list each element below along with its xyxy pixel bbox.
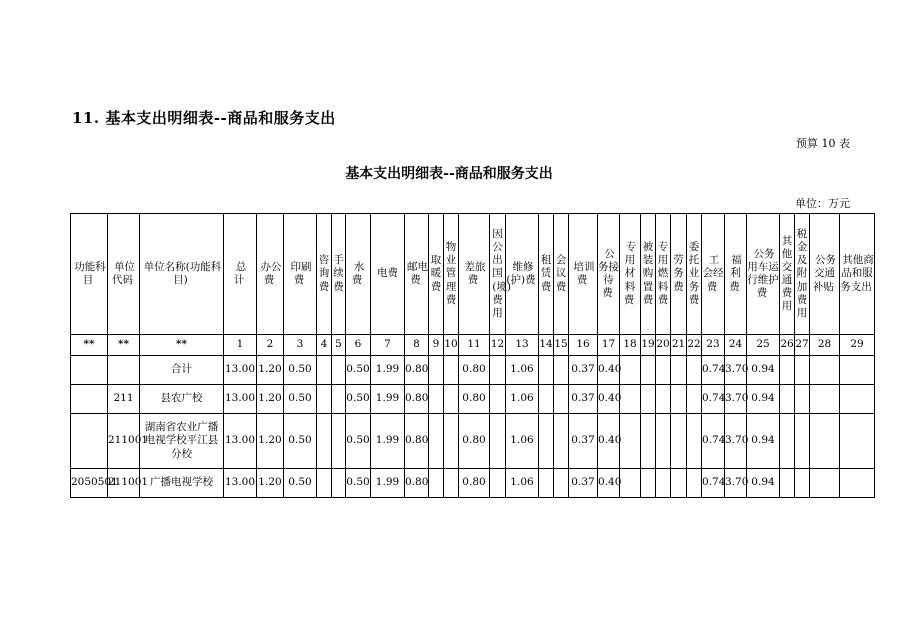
table-cell: 0.94 (747, 385, 780, 414)
column-header (620, 214, 641, 335)
column-header-label: 公务交通补贴 (813, 254, 836, 293)
column-header (140, 214, 224, 335)
table-cell: 广播电视学校 (140, 469, 224, 498)
table-cell: 13.00 (224, 469, 257, 498)
table-cell (795, 469, 810, 498)
table-cell (429, 469, 444, 498)
column-header-label: 维修(护)费 (506, 260, 536, 286)
table-cell (687, 356, 702, 385)
column-header (747, 214, 780, 335)
table-cell: 1.20 (257, 469, 284, 498)
column-header-label: 电费 (377, 267, 398, 280)
table-cell (71, 414, 108, 469)
table-cell (620, 414, 641, 469)
table-cell (656, 469, 671, 498)
table-cell: 县农广校 (140, 385, 224, 414)
table-cell: 0.74 (702, 356, 725, 385)
table-cell: 0.50 (346, 414, 371, 469)
column-header-label: 其他交通费用 (781, 234, 793, 313)
column-index: 19 (641, 335, 656, 356)
table-cell (71, 356, 108, 385)
table-cell (71, 385, 108, 414)
table-row (71, 385, 875, 414)
column-header (490, 214, 511, 335)
column-index: ** (108, 335, 140, 356)
column-header-label: 水费 (351, 260, 365, 286)
table-cell: 1.06 (506, 385, 539, 414)
table-cell: 0.50 (284, 385, 317, 414)
column-index: 8 (405, 335, 429, 356)
column-index: 16 (569, 335, 598, 356)
table-cell (671, 414, 687, 469)
table-cell: 0.37 (569, 356, 598, 385)
table-row (71, 469, 875, 498)
column-header (506, 214, 539, 335)
column-index: 27 (795, 335, 810, 356)
column-index: ** (71, 335, 108, 356)
table-cell: 1.06 (506, 356, 539, 385)
column-index: 25 (747, 335, 780, 356)
column-header-label: 劳务费 (673, 254, 684, 293)
column-header-label: 取暖费 (430, 254, 442, 293)
column-header (569, 214, 598, 335)
column-index: 9 (429, 335, 444, 356)
column-header (71, 214, 108, 335)
column-header-label: 福利费 (729, 254, 742, 293)
column-header (840, 214, 875, 335)
column-header-label: 会议费 (555, 254, 567, 293)
table-cell: 13.00 (224, 414, 257, 469)
table-cell: 0.40 (598, 385, 620, 414)
column-header-label: 因公出国(境)费用 (492, 228, 511, 319)
table-number: 预算 10 表 (796, 137, 850, 150)
table-cell (620, 356, 641, 385)
table-cell (780, 356, 795, 385)
table-cell (554, 385, 569, 414)
column-header (371, 214, 405, 335)
table-cell (671, 356, 687, 385)
column-header-label: 印刷费 (290, 260, 312, 286)
table-cell (444, 414, 459, 469)
table-cell: 0.50 (346, 469, 371, 498)
table-cell (539, 356, 554, 385)
table-cell (840, 356, 875, 385)
table-cell (317, 414, 332, 469)
table-cell (317, 356, 332, 385)
expenditure-table (70, 213, 875, 498)
table-cell (641, 414, 656, 469)
table-cell: 0.80 (405, 414, 429, 469)
table-cell: 211 (108, 385, 140, 414)
column-index: 29 (840, 335, 875, 356)
column-index: 28 (810, 335, 840, 356)
column-header (641, 214, 656, 335)
column-header-label: 被装购置费 (642, 241, 654, 306)
table-cell: 0.74 (702, 414, 725, 469)
table-cell: 211001 (108, 469, 140, 498)
column-header (224, 214, 257, 335)
table-cell: 3.70 (725, 356, 747, 385)
table-cell: 0.80 (405, 356, 429, 385)
table-cell (554, 356, 569, 385)
table-cell (810, 385, 840, 414)
column-header (725, 214, 747, 335)
table-cell (332, 414, 346, 469)
table-cell: 1.99 (371, 385, 405, 414)
table-cell: 1.99 (371, 469, 405, 498)
column-index: 7 (371, 335, 405, 356)
table-cell: 3.70 (725, 469, 747, 498)
column-header-label: 租赁费 (540, 254, 552, 293)
column-header-label: 单位名称(功能科目) (143, 260, 222, 286)
table-cell: 0.37 (569, 414, 598, 469)
table-cell (780, 469, 795, 498)
table-cell: 0.94 (747, 469, 780, 498)
column-header-label: 功能科目 (74, 260, 106, 286)
table-cell (641, 469, 656, 498)
table-cell (641, 385, 656, 414)
table-cell: 1.20 (257, 414, 284, 469)
column-index: 3 (284, 335, 317, 356)
column-header (810, 214, 840, 335)
table-cell: 0.50 (284, 414, 317, 469)
column-header-label: 工会经费 (702, 254, 724, 293)
table-cell (332, 356, 346, 385)
column-header (459, 214, 490, 335)
table-cell: 3.70 (725, 385, 747, 414)
table-cell (671, 385, 687, 414)
column-header (405, 214, 429, 335)
column-header (346, 214, 371, 335)
table-cell: 0.94 (747, 414, 780, 469)
column-index: 6 (346, 335, 371, 356)
column-index: 11 (459, 335, 490, 356)
table-cell: 3.70 (725, 414, 747, 469)
table-cell: 1.20 (257, 356, 284, 385)
column-header (687, 214, 702, 335)
column-header (554, 214, 569, 335)
table-cell (795, 414, 810, 469)
column-header-label: 总 计 (233, 260, 257, 286)
table-cell (840, 385, 875, 414)
column-header-label: 单位代码 (112, 260, 135, 286)
column-header-label: 物业管理费 (445, 241, 457, 306)
table-cell: 1.20 (257, 385, 284, 414)
column-index: 26 (780, 335, 795, 356)
table-row (71, 414, 875, 469)
column-header (429, 214, 444, 335)
table-cell (444, 469, 459, 498)
column-header (257, 214, 284, 335)
column-header-label: 委托业务费 (688, 241, 700, 306)
column-index: 5 (332, 335, 346, 356)
column-index: ** (140, 335, 224, 356)
column-header (656, 214, 671, 335)
column-index: 20 (656, 335, 671, 356)
table-cell: 1.99 (371, 356, 405, 385)
column-header-label: 专用材料费 (623, 241, 637, 306)
table-cell (444, 385, 459, 414)
table-cell: 2050501 (71, 469, 108, 498)
column-index: 14 (539, 335, 554, 356)
table-cell: 211001 (108, 414, 140, 469)
column-index: 1 (224, 335, 257, 356)
table-cell (780, 414, 795, 469)
table-cell (429, 385, 444, 414)
column-header-label: 培训费 (573, 260, 595, 286)
table-cell (687, 414, 702, 469)
table-cell (429, 414, 444, 469)
table-cell (795, 356, 810, 385)
table-cell (490, 356, 506, 385)
column-header-label: 公务接待费 (598, 247, 619, 300)
column-header-label: 差旅费 (464, 260, 486, 286)
table-row (71, 356, 875, 385)
table-cell (656, 385, 671, 414)
table-cell (780, 385, 795, 414)
column-header-label: 公务用车运行维护费 (747, 247, 779, 300)
column-header (702, 214, 725, 335)
document-title: 基本支出明细表--商品和服务支出 (345, 166, 553, 182)
table-cell (332, 469, 346, 498)
table-cell (108, 356, 140, 385)
table-cell: 0.74 (702, 385, 725, 414)
table-cell: 1.06 (506, 469, 539, 498)
column-header (284, 214, 317, 335)
table-cell: 湖南省农业广播电视学校平江县分校 (140, 414, 224, 469)
column-index-row (71, 335, 875, 356)
table-cell: 0.80 (459, 469, 490, 498)
column-header-label: 手续费 (333, 254, 344, 293)
table-cell (620, 385, 641, 414)
table-cell (317, 469, 332, 498)
table-cell: 13.00 (224, 385, 257, 414)
column-header (780, 214, 795, 335)
table-cell (687, 469, 702, 498)
header-row (71, 214, 875, 335)
table-cell (332, 385, 346, 414)
column-index: 13 (506, 335, 539, 356)
table-cell: 13.00 (224, 356, 257, 385)
table-cell: 1.99 (371, 414, 405, 469)
table-cell (539, 385, 554, 414)
column-index: 10 (444, 335, 459, 356)
table-cell: 0.50 (284, 356, 317, 385)
table-cell: 0.80 (459, 414, 490, 469)
column-index: 21 (671, 335, 687, 356)
table-cell: 0.80 (459, 356, 490, 385)
column-header-label: 办公费 (260, 260, 282, 286)
table-cell (539, 469, 554, 498)
table-cell (810, 414, 840, 469)
table-cell (656, 414, 671, 469)
table-cell (317, 385, 332, 414)
table-cell (490, 385, 506, 414)
column-header (317, 214, 332, 335)
column-header-label: 咨询费 (318, 254, 330, 293)
column-index: 4 (317, 335, 332, 356)
table-cell (810, 469, 840, 498)
unit-label: 单位：万元 (795, 197, 850, 210)
table-cell: 0.80 (405, 385, 429, 414)
column-header-label: 专用燃料费 (657, 241, 669, 306)
column-index: 12 (490, 335, 506, 356)
table-cell (539, 414, 554, 469)
table-cell (641, 356, 656, 385)
table-cell (840, 469, 875, 498)
column-index: 18 (620, 335, 641, 356)
table-cell: 0.50 (346, 385, 371, 414)
table-cell: 0.40 (598, 356, 620, 385)
table-cell: 0.40 (598, 469, 620, 498)
table-cell: 0.50 (346, 356, 371, 385)
table-cell (429, 356, 444, 385)
table-cell: 0.74 (702, 469, 725, 498)
table-cell: 1.06 (506, 414, 539, 469)
column-header (671, 214, 687, 335)
column-index: 15 (554, 335, 569, 356)
table-cell (554, 414, 569, 469)
column-header (795, 214, 810, 335)
table-cell (490, 414, 506, 469)
column-index: 2 (257, 335, 284, 356)
table-cell (795, 385, 810, 414)
column-header (444, 214, 459, 335)
table-cell (444, 356, 459, 385)
column-index: 17 (598, 335, 620, 356)
table-cell (687, 385, 702, 414)
column-header-label: 其他商品和服务支出 (840, 254, 874, 293)
table-cell (810, 356, 840, 385)
column-header-label: 邮电费 (407, 260, 428, 286)
table-cell: 0.40 (598, 414, 620, 469)
table-cell (620, 469, 641, 498)
column-index: 23 (702, 335, 725, 356)
table-cell (671, 469, 687, 498)
table-cell: 0.94 (747, 356, 780, 385)
table-cell (490, 469, 506, 498)
table-cell (840, 414, 875, 469)
table-cell (656, 356, 671, 385)
column-header-label: 税金及附加费用 (796, 228, 808, 319)
table-cell: 0.37 (569, 469, 598, 498)
column-index: 24 (725, 335, 747, 356)
column-header (332, 214, 346, 335)
table-cell: 0.80 (405, 469, 429, 498)
table-cell: 0.80 (459, 385, 490, 414)
table-cell: 0.50 (284, 469, 317, 498)
column-header (108, 214, 140, 335)
table-cell: 合计 (140, 356, 224, 385)
column-header (598, 214, 620, 335)
column-index: 22 (687, 335, 702, 356)
table-cell (554, 469, 569, 498)
section-title: 11. 基本支出明细表--商品和服务支出 (72, 109, 336, 127)
column-header (539, 214, 554, 335)
table-cell: 0.37 (569, 385, 598, 414)
